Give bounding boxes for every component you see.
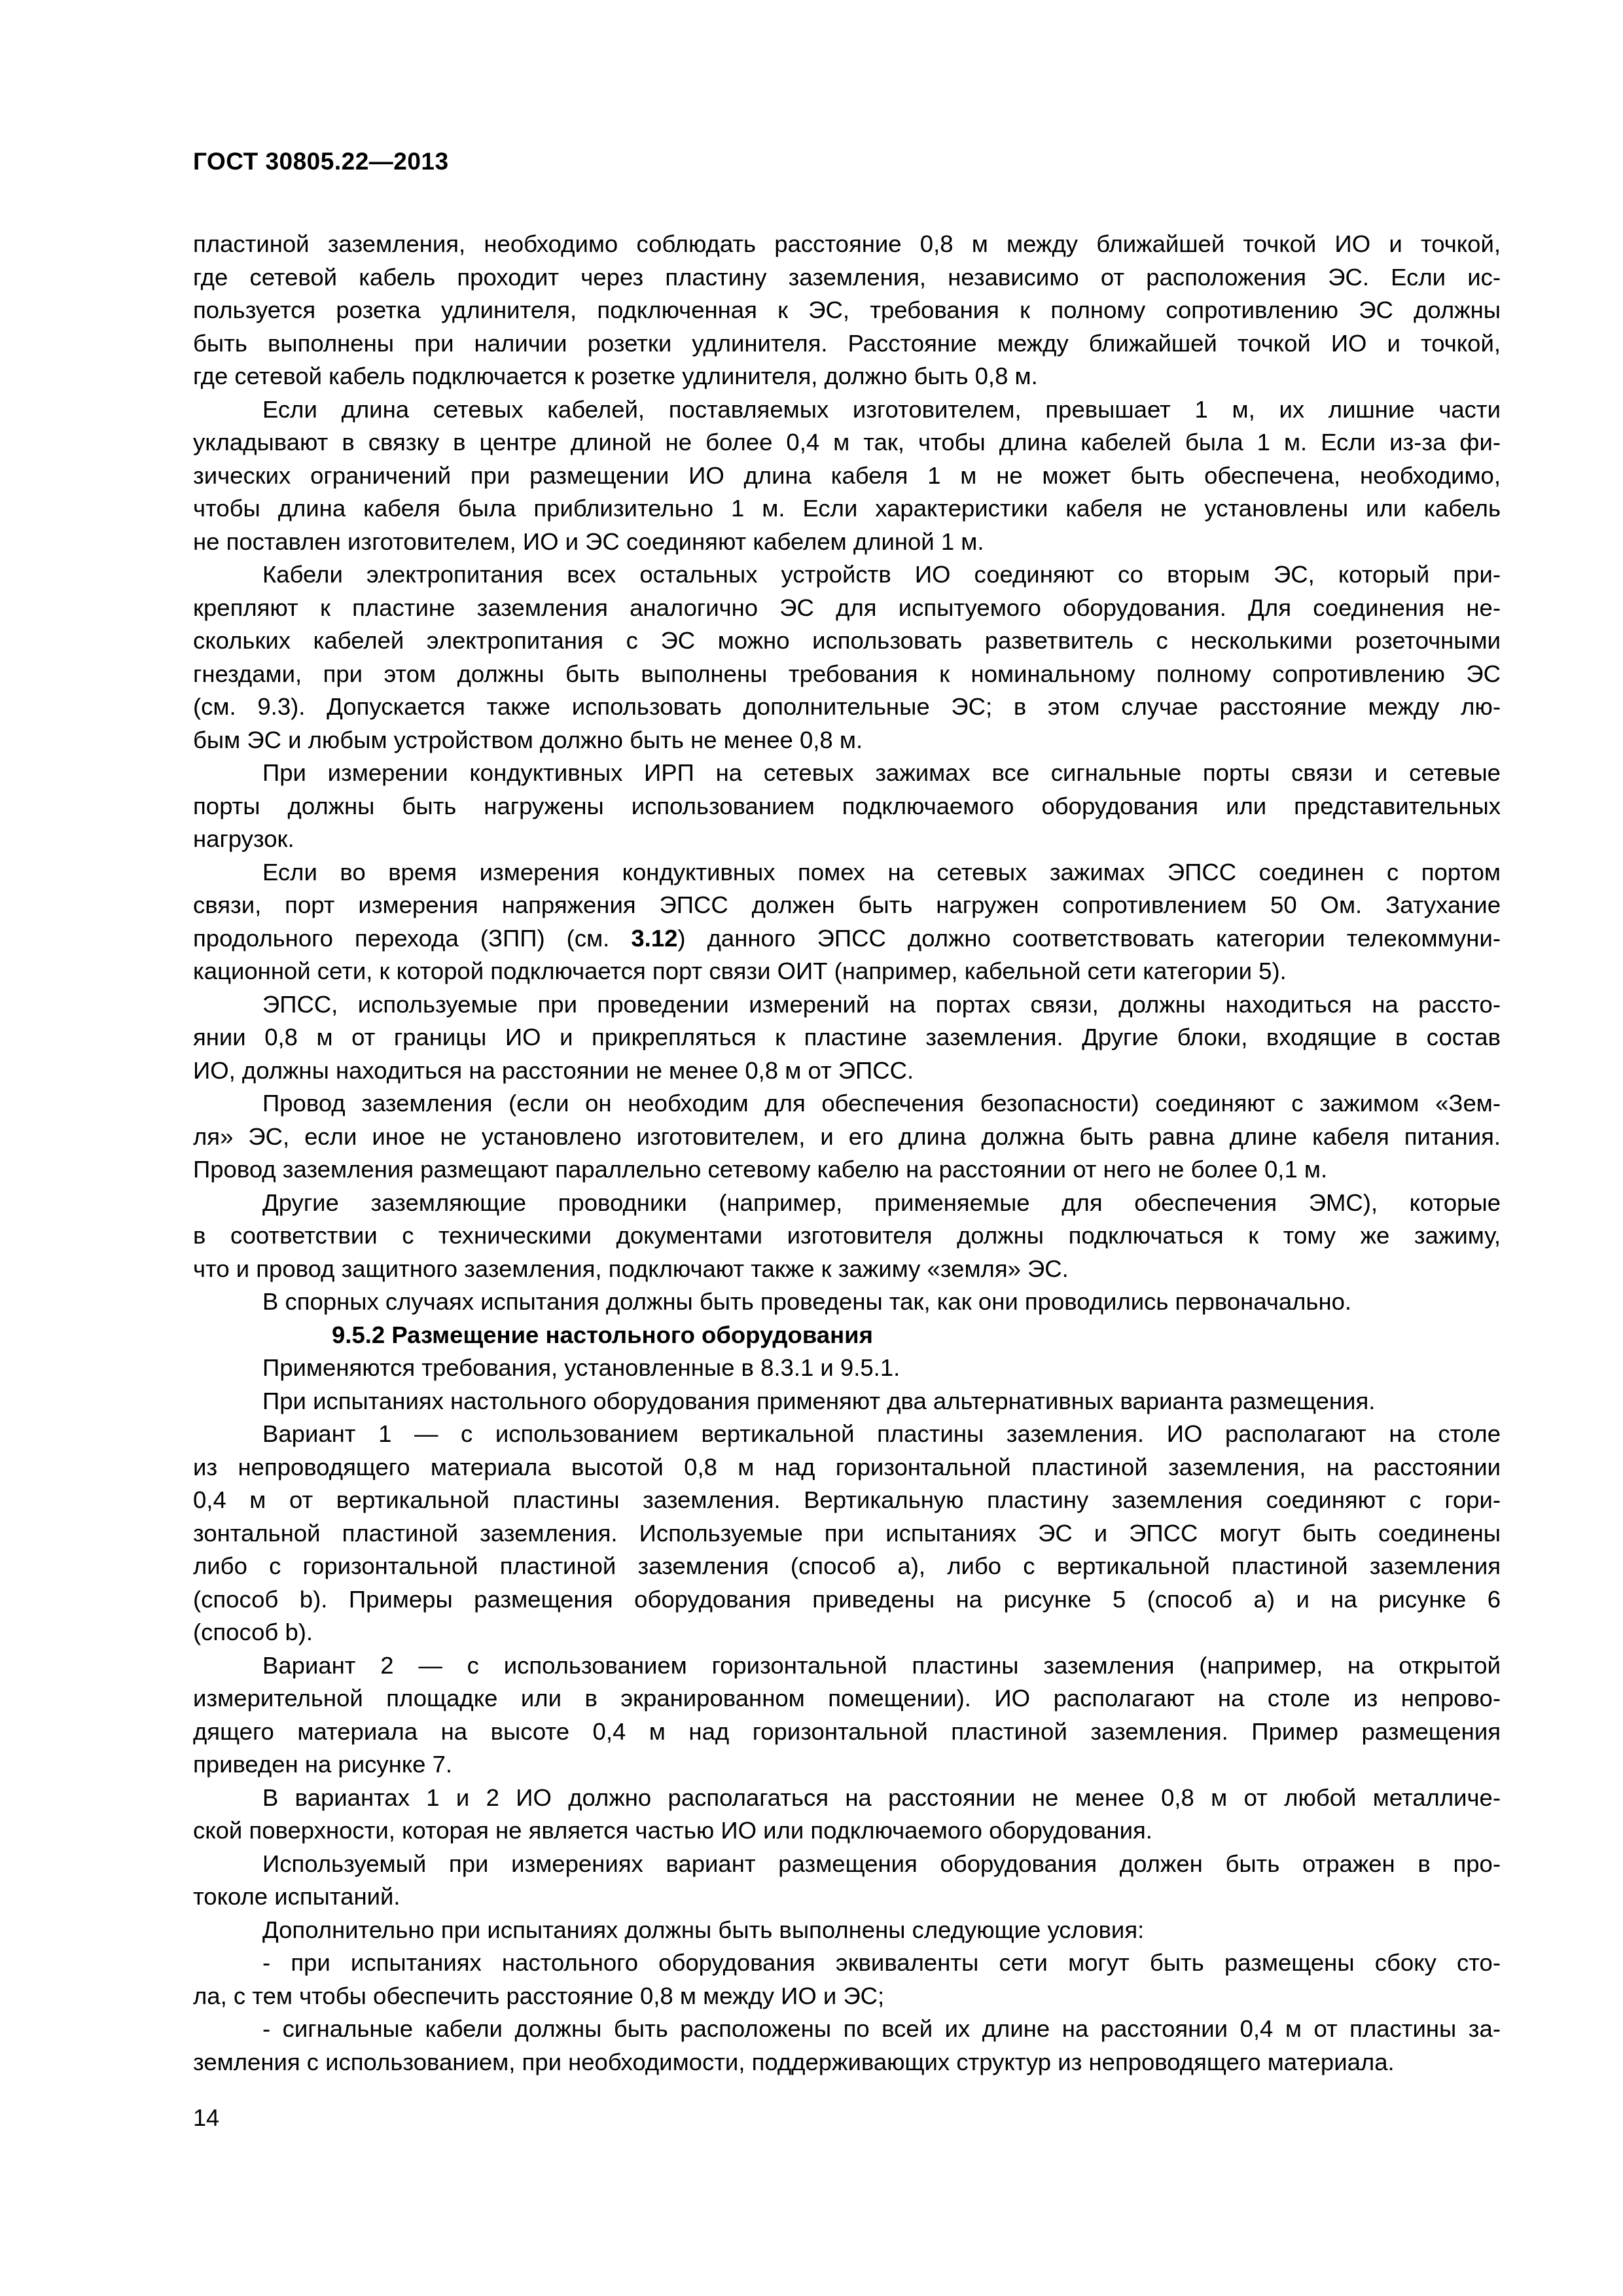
- text-line: (способ b). Примеры размещения оборудования приведены на рисунке 5 (способ а) и на рисунке 6: [193, 1585, 1501, 1613]
- paragraph: [193, 1087, 1501, 1187]
- paragraph: [193, 988, 1501, 1088]
- text-line: где сетевой кабель подключается к розетке удлинителя, должно быть 0,8 м.: [193, 363, 1038, 389]
- text-line: кационной сети, к которой подключается порт связи ОИТ (например, кабельной сети категории 5).: [193, 958, 1287, 984]
- text-line: токоле испытаний.: [193, 1883, 401, 1910]
- text-line: Вариант 2 — с использованием горизонтальной пластины заземления (например, на открытой: [262, 1651, 1501, 1679]
- text-line: янии 0,8 м от границы ИО и прикрепляться к пластине заземления. Другие блоки, входящие в состав: [193, 1024, 1501, 1050]
- paragraph: [193, 1352, 1501, 1385]
- text-line: земления с использованием, при необходимости, поддерживающих структур из непроводящего материала.: [193, 2048, 1395, 2075]
- text-line: (способ b).: [193, 1619, 313, 1645]
- paragraph: [193, 1914, 1501, 1947]
- paragraph: [193, 757, 1501, 856]
- text-line: связи, порт измерения напряжения ЭПСС должен быть нагружен сопротивлением 50 Ом. Затухание: [193, 891, 1501, 918]
- paragraph: [193, 856, 1501, 988]
- text-line: не поставлен изготовителем, ИО и ЭС соединяют кабелем длиной 1 м.: [193, 528, 984, 555]
- text-line: Используемый при измерениях вариант размещения оборудования должен быть отражен в про-: [262, 1850, 1501, 1877]
- text-line: При испытаниях настольного оборудования применяют два альтернативных варианта размещения.: [262, 1387, 1376, 1414]
- text-line: При измерении кондуктивных ИРП на сетевых зажимах все сигнальные порты связи и сетевые: [262, 759, 1501, 786]
- paragraph: [193, 2013, 1501, 2079]
- text-line: 9.5.2 Размещение настольного оборудования: [332, 1321, 873, 1348]
- text-line: где сетевой кабель проходит через пластину заземления, независимо от расположения ЭС. Если ис-: [193, 263, 1501, 291]
- text-line: - при испытаниях настольного оборудования эквиваленты сети могут быть размещены сбоку сто-: [262, 1949, 1501, 1976]
- text-line: ла, с тем чтобы обеспечить расстояние 0,8 м между ИО и ЭС;: [193, 1982, 885, 2009]
- text-line: зонтальной пластиной заземления. Используемые при испытаниях ЭС и ЭПСС могут быть соединены: [193, 1519, 1501, 1547]
- section-reference: 3.12: [631, 924, 678, 952]
- text-line: - сигнальные кабели должны быть расположены по всей их длине на расстоянии 0,4 м от пластины за-: [262, 2015, 1501, 2042]
- text-line: Если во время измерения кондуктивных помех на сетевых зажимах ЭПСС соединен с портом: [262, 858, 1501, 886]
- text-line: зических ограничений при размещении ИО длина кабеля 1 м не может быть обеспечена, необходимо,: [193, 461, 1501, 489]
- text-line: Если длина сетевых кабелей, поставляемых изготовителем, превышает 1 м, их лишние части: [262, 395, 1501, 423]
- text-line: Провод заземления размещают параллельно сетевому кабелю на расстоянии от него не более 0,1 м.: [193, 1156, 1328, 1183]
- text-line: порты должны быть нагружены использованием подключаемого оборудования или представительных: [193, 792, 1501, 819]
- text-line: Вариант 1 — с использованием вертикальной пластины заземления. ИО располагают на столе: [262, 1420, 1501, 1447]
- text-line: быть выполнены при наличии розетки удлинителя. Расстояние между ближайшей точкой ИО и точкой,: [193, 329, 1501, 357]
- text-line: ля» ЭС, если иное не установлено изготовителем, и его длина должна быть равна длине кабеля питания.: [193, 1122, 1501, 1150]
- document-body: [193, 228, 1501, 2079]
- text-line: гнездами, при этом должны быть выполнены требования к номинальному полному сопротивлению ЭС: [193, 660, 1501, 687]
- text-line: продольного перехода (ЗПП) (см. 3.12) данного ЭПСС должно соответствовать категории телекоммуни-: [193, 924, 1501, 952]
- text-line: Другие заземляющие проводники (например, применяемые для обеспечения ЭМС), которые: [262, 1189, 1501, 1216]
- text-line: измерительной площадке или в экранированном помещении). ИО располагают на столе из непрово-: [193, 1685, 1501, 1712]
- text-line: скольких кабелей электропитания с ЭС можно использовать разветвитель с несколькими розеточными: [193, 627, 1501, 654]
- text-line: дящего материала на высоте 0,4 м над горизонтальной пластиной заземления. Пример размещения: [193, 1717, 1501, 1745]
- text-line: укладывают в связку в центре длиной не более 0,4 м так, чтобы длина кабелей была 1 м. Если из-за фи-: [193, 429, 1501, 456]
- document-code-header: ГОСТ 30805.22—2013: [193, 148, 449, 175]
- text-line: либо с горизонтальной пластиной заземления (способ а), либо с вертикальной пластиной заземления: [193, 1552, 1501, 1579]
- text-line: что и провод защитного заземления, подключают также к зажиму «земля» ЭС.: [193, 1255, 1069, 1282]
- text-line: В вариантах 1 и 2 ИО должно располагаться на расстоянии не менее 0,8 м от любой металличе-: [262, 1784, 1501, 1811]
- section-heading: [193, 1319, 1501, 1352]
- text-line: бым ЭС и любым устройством должно быть не менее 0,8 м.: [193, 726, 863, 753]
- text-line: Дополнительно при испытаниях должны быть выполнены следующие условия:: [262, 1916, 1145, 1943]
- text-line: В спорных случаях испытания должны быть проведены так, как они проводились первоначально.: [262, 1288, 1352, 1315]
- text-line: ской поверхности, которая не является частью ИО или подключаемого оборудования.: [193, 1817, 1152, 1844]
- text-line: пользуется розетка удлинителя, подключенная к ЭС, требования к полному сопротивлению ЭС должны: [193, 296, 1501, 323]
- text-line: крепляют к пластине заземления аналогично ЭС для испытуемого оборудования. Для соединения не-: [193, 594, 1501, 621]
- text-line: ЭПСС, используемые при проведении измерений на портах связи, должны находиться на рассто-: [262, 990, 1501, 1018]
- text-line: нагрузок.: [193, 825, 294, 852]
- paragraph: [193, 1848, 1501, 1914]
- paragraph: [193, 228, 1501, 393]
- text-line: пластиной заземления, необходимо соблюдать расстояние 0,8 м между ближайшей точкой ИО и точкой,: [193, 230, 1501, 257]
- text-line: Применяются требования, установленные в 8.3.1 и 9.5.1.: [262, 1354, 901, 1381]
- text-line: ИО, должны находиться на расстоянии не менее 0,8 м от ЭПСС.: [193, 1056, 914, 1084]
- paragraph: [193, 1385, 1501, 1418]
- text-line: (см. 9.3). Допускается также использовать дополнительные ЭС; в этом случае расстояние между лю-: [193, 693, 1501, 720]
- paragraph: [193, 1418, 1501, 1649]
- paragraph: [193, 1946, 1501, 2013]
- text-line: чтобы длина кабеля была приблизительно 1 м. Если характеристики кабеля не установлены или кабель: [193, 495, 1501, 522]
- paragraph: [193, 1782, 1501, 1848]
- paragraph: [193, 1649, 1501, 1782]
- paragraph: [193, 558, 1501, 757]
- paragraph: [193, 393, 1501, 559]
- text-line: приведен на рисунке 7.: [193, 1751, 453, 1778]
- text-line: 0,4 м от вертикальной пластины заземления. Вертикальную пластину заземления соединяют с гори-: [193, 1486, 1501, 1513]
- paragraph: [193, 1285, 1501, 1319]
- text-line: из непроводящего материала высотой 0,8 м над горизонтальной пластиной заземления, на расстоянии: [193, 1453, 1501, 1480]
- paragraph: [193, 1187, 1501, 1286]
- page-number: 14: [193, 2104, 220, 2131]
- text-line: Кабели электропитания всех остальных устройств ИО соединяют со вторым ЭС, который при-: [262, 561, 1501, 588]
- text-line: в соответствии с техническими документами изготовителя должны подключаться к тому же зажиму,: [193, 1222, 1501, 1249]
- text-line: Провод заземления (если он необходим для обеспечения безопасности) соединяют с зажимом «Зем-: [262, 1090, 1501, 1117]
